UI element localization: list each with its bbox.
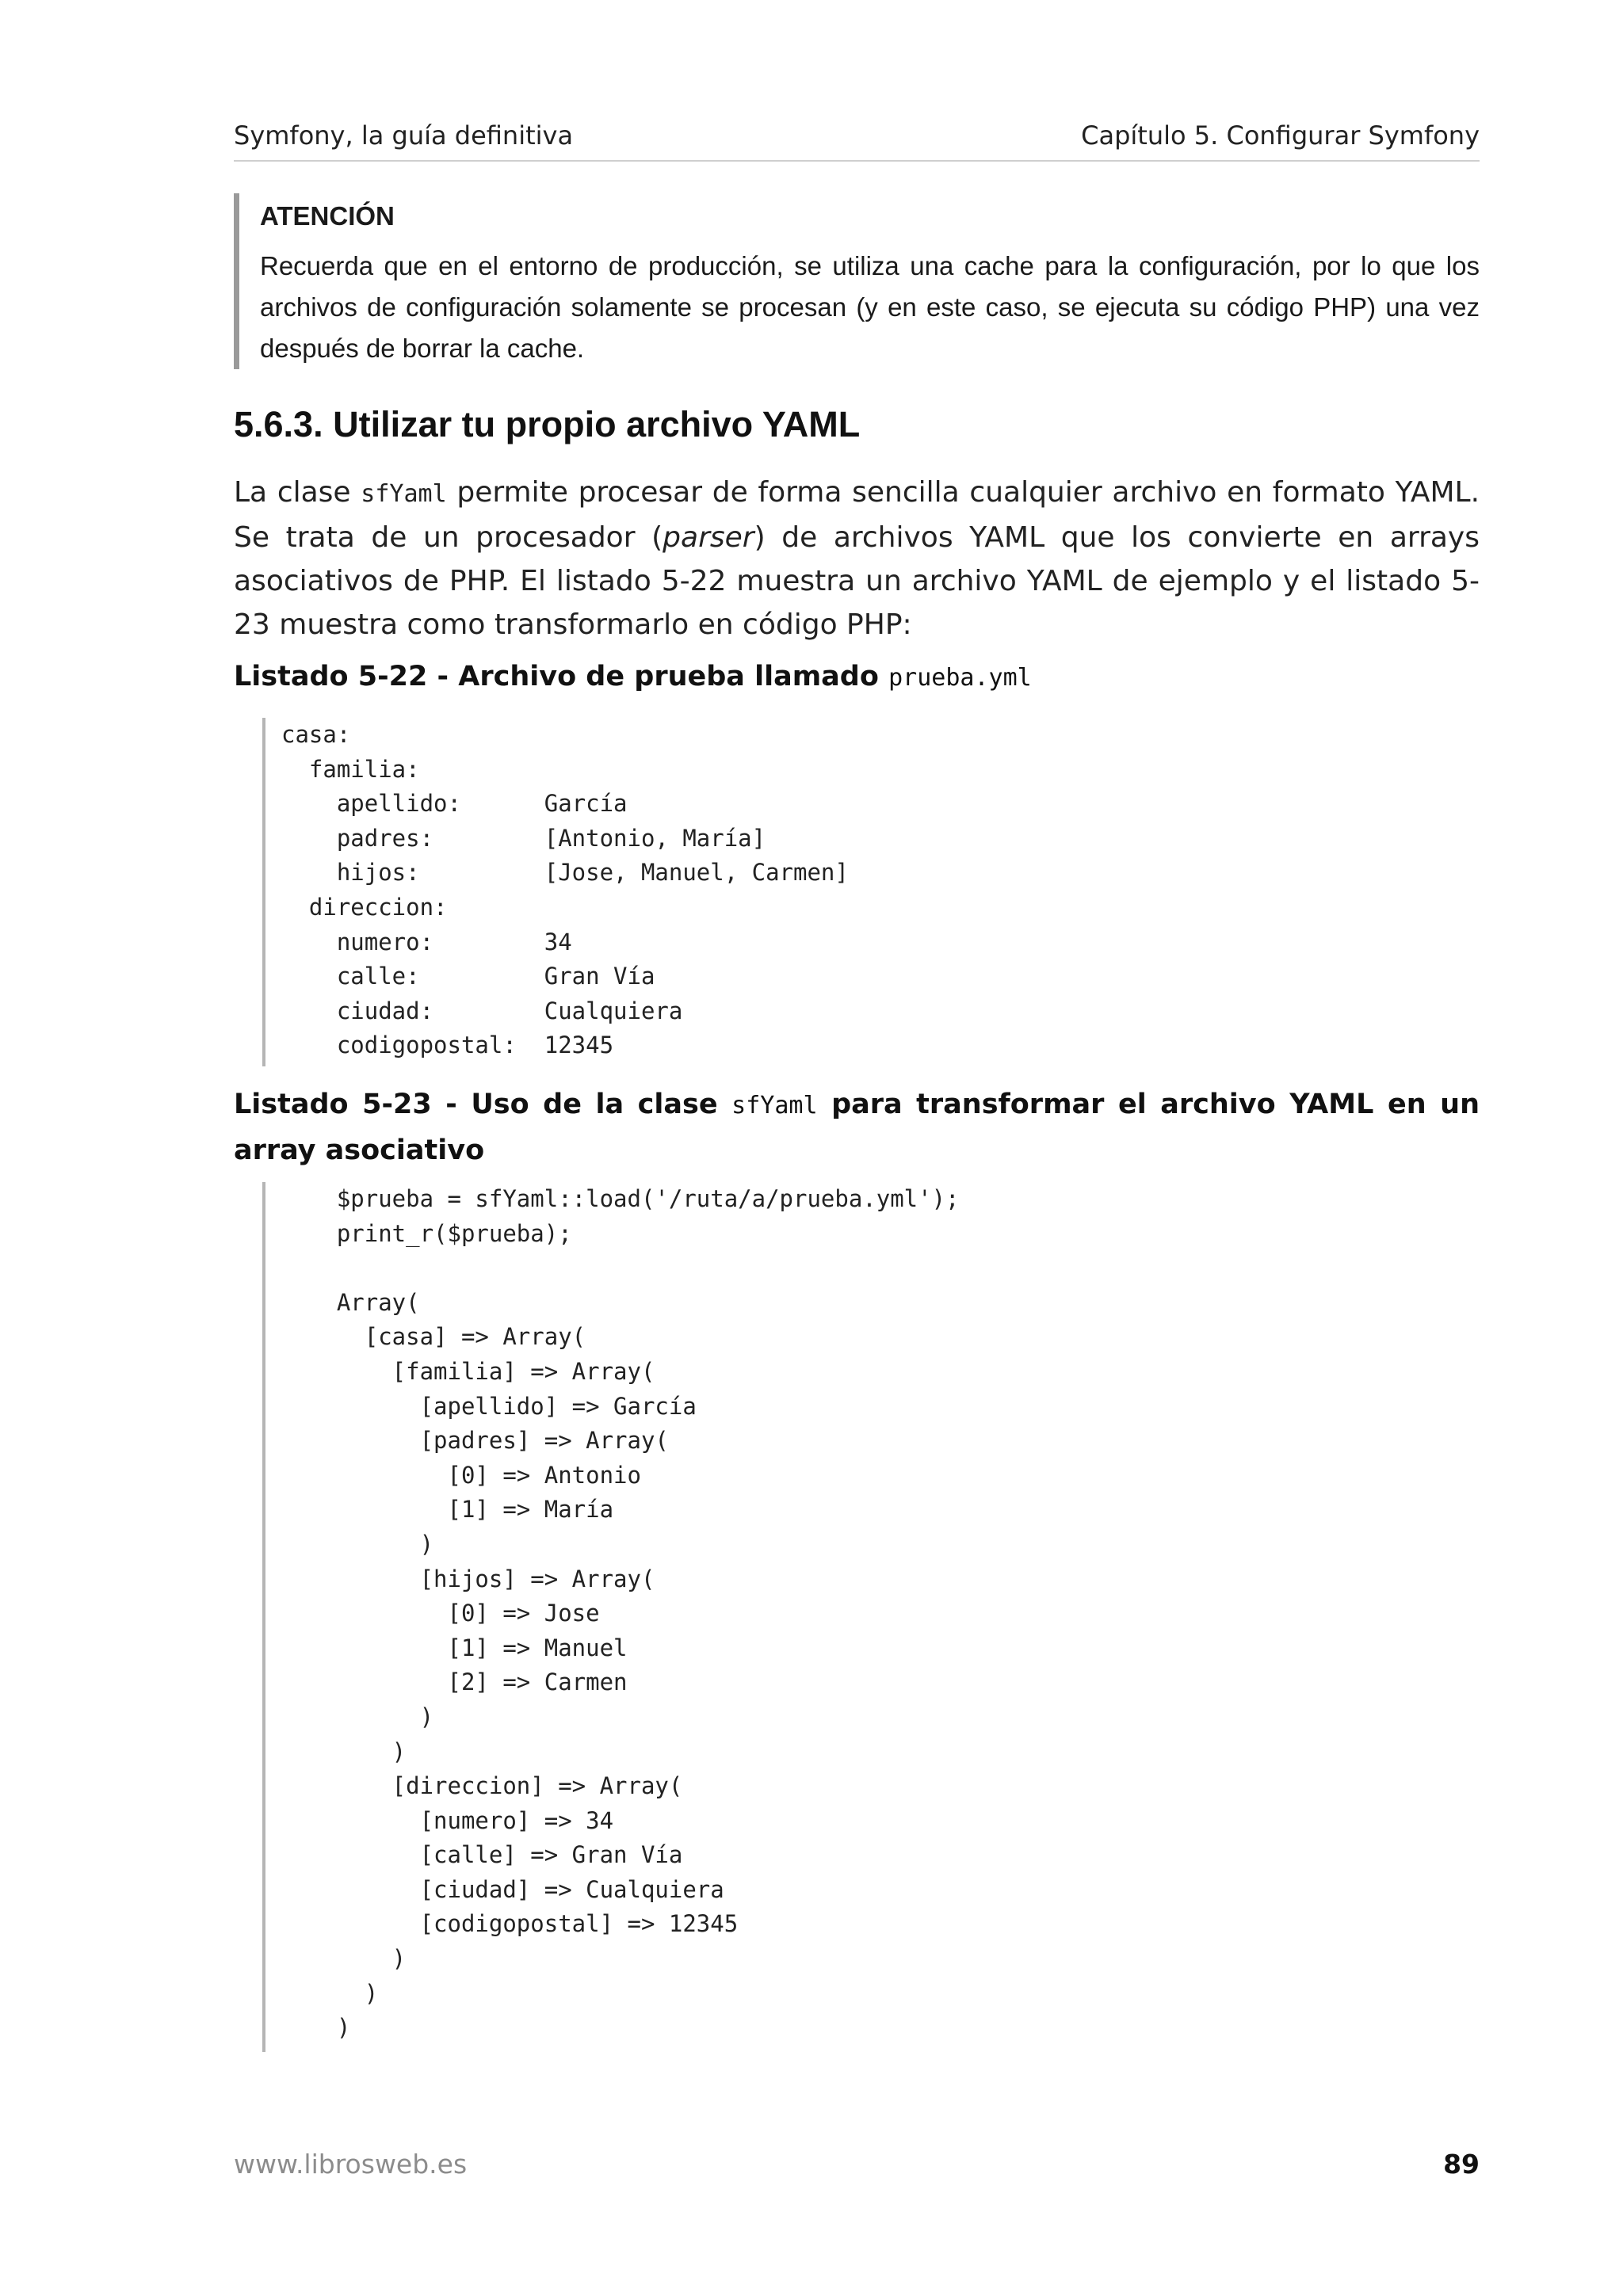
paragraph-text: permite procesar de forma sencilla cualquier archivo en formato YAML. Se trata de un procesador ( <box>234 476 1480 554</box>
book-title: Symfony, la guía definitiva <box>234 120 574 151</box>
listing-title-code: prueba.yml <box>888 664 1032 692</box>
section-heading: 5.6.3. Utilizar tu propio archivo YAML <box>234 404 861 444</box>
listing-title-text: para transformar el archivo YAML en un array asociativo <box>234 1089 1480 1166</box>
note-title: ATENCIÓN <box>260 201 395 231</box>
listing-title-code: sfYaml <box>731 1092 818 1119</box>
listing-5-22-title <box>234 661 1480 692</box>
listing-title-text: Listado 5-22 - Archivo de prueba llamado <box>234 661 889 692</box>
inline-code: sfYaml <box>361 480 447 508</box>
footer-url[interactable]: www.librosweb.es <box>234 2149 468 2180</box>
note-body: Recuerda que en el entorno de producción, se utiliza una cache para la configuración, por lo que los archivos de configuración solamente se procesan (y en este caso, se ejecuta su código PHP) una vez después de borrar la cache. <box>260 251 1480 363</box>
listing-5-22-code: casa: familia: apellido: García padres: [Antonio, María] hijos: [Jose, Manuel, Carmen] direccion: numero: 34 calle: Gran Vía ciudad: Cualquiera codigopostal: 12345 <box>262 718 1451 1066</box>
chapter-title: Capítulo 5. Configurar Symfony <box>1081 120 1480 151</box>
emphasis-text: parser <box>663 521 754 554</box>
body-paragraph <box>234 471 1480 646</box>
warning-note <box>234 193 1480 369</box>
listing-title-text: Listado 5-23 - Uso de la clase <box>234 1089 732 1120</box>
paragraph-text: ) de archivos YAML que los convierte en arrays asociativos de PHP. El listado 5-22 muestra un archivo YAML de ejemplo y el listado 5-23 muestra como transformarlo en código PHP: <box>234 521 1480 641</box>
book-page <box>234 0 1480 2296</box>
running-header <box>234 116 1480 162</box>
paragraph-text: La clase <box>234 476 361 509</box>
listing-5-23-title <box>234 1082 1480 1173</box>
listing-5-23-code: $prueba = sfYaml::load('/ruta/a/prueba.yml'); print_r($prueba); Array( [casa] => Array( [familia] => Array( [apellido] => García [padres] => Array( [0] => Antonio [1] => María ) [hijos] => Array( [0] => Jose [1] => Manuel [2] => Carmen ) ) [direccion] => Array( [numero] => 34 [calle] => Gran Vía [ciudad] => Cualquiera [codigopostal] => 12345 ) ) ) <box>262 1182 1451 2052</box>
page-number: 89 <box>1443 2149 1480 2180</box>
